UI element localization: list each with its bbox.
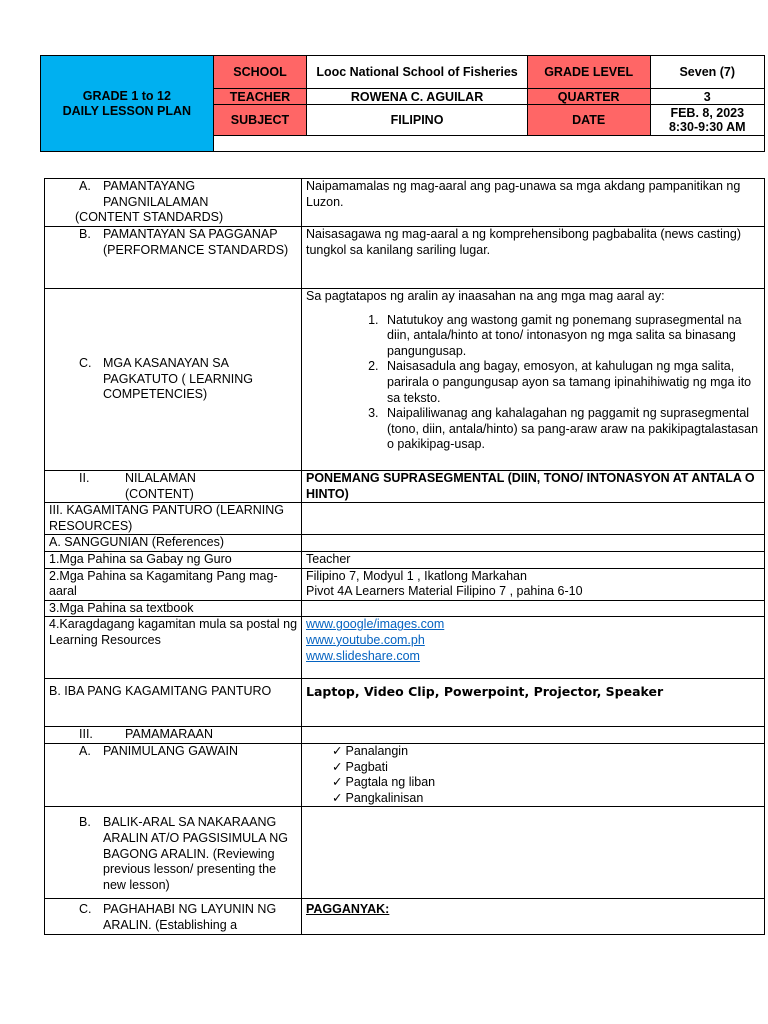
table-row — [45, 471, 765, 503]
letter: A. — [79, 743, 91, 758]
label-text: PAGHAHABI NG LAYUNIN NG ARALIN. (Establishing a — [103, 902, 277, 932]
subject-label: SUBJECT — [213, 105, 307, 136]
list-item: ✓ Panalangin — [332, 744, 761, 760]
additional-materials-value — [302, 617, 765, 679]
letter: C. — [79, 902, 92, 917]
learning-resources-label: III. KAGAMITANG PANTURO (LEARNING RESOURCES) — [45, 503, 302, 535]
plan-title — [41, 56, 214, 152]
learning-resources-value — [302, 503, 765, 535]
material-line: Filipino 7, Modyul 1 , Ikatlong Markahan — [306, 568, 527, 583]
date-line-1: FEB. 8, 2023 — [670, 106, 745, 120]
performance-standards-value: Naisasagawa ng mag-aaral a ng komprehensibong pagbabalita (news casting) tungkol sa kanilang sariling lugar. — [302, 227, 765, 289]
table-row — [45, 289, 765, 471]
textbook-value — [302, 600, 765, 617]
lesson-plan-table — [44, 178, 765, 935]
label-text: PAMANTAYAN SA PAGGANAP (PERFORMANCE STANDARDS) — [103, 227, 289, 257]
grade-level-label: GRADE LEVEL — [527, 56, 650, 89]
table-row — [45, 179, 765, 227]
references-value — [302, 535, 765, 552]
numeral: III. — [79, 727, 93, 742]
table-row — [45, 899, 765, 935]
list-item: ✓ Pagbati — [332, 760, 761, 776]
competencies-intro: Sa pagtatapos ng aralin ay inaasahan na ang mga mag aaral ay: — [306, 289, 665, 303]
school-value: Looc National School of Fisheries — [307, 56, 528, 89]
label-text: PAMAMARAAN — [125, 727, 213, 742]
header-blank-row — [213, 136, 764, 152]
title-line-1: GRADE 1 to 12 — [82, 88, 171, 103]
teacher-label: TEACHER — [213, 89, 307, 105]
content-standards-label — [45, 179, 302, 227]
list-item: 1. Natutukoy ang wastong gamit ng ponemang suprasegmental na diin, antala/hinto at tono/ intonasyon ng mga salita sa binasang pangungusap. — [382, 313, 761, 360]
teacher-guide-value: Teacher — [302, 551, 765, 568]
learner-material-label: 2.Mga Pahina sa Kagamitang Pang mag-aaral — [45, 568, 302, 600]
table-row — [45, 679, 765, 727]
table-row — [45, 227, 765, 289]
competencies-label — [45, 289, 302, 471]
table-row — [45, 807, 765, 899]
review-label — [45, 807, 302, 899]
procedure-value — [302, 727, 765, 744]
table-row — [45, 535, 765, 552]
label-line: PANGNILALAMAN — [103, 194, 209, 209]
title-line-2: DAILY LESSON PLAN — [62, 103, 192, 118]
purpose-value — [302, 899, 765, 935]
other-materials-value: Laptop, Video Clip, Powerpoint, Projector, Speaker — [302, 679, 765, 727]
additional-materials-label: 4.Karagdagang kagamitan mula sa postal ng Learning Resources — [45, 617, 302, 679]
content-standards-value: Naipamamalas ng mag-aaral ang pag-unawa sa mga akdang pampanitikan ng Luzon. — [302, 179, 765, 227]
learner-material-value — [302, 568, 765, 600]
textbook-label: 3.Mga Pahina sa textbook — [45, 600, 302, 617]
google-images-link[interactable]: www.google/images.com — [306, 617, 445, 632]
material-line: Pivot 4A Learners Material Filipino 7 , pahina 6-10 — [306, 584, 583, 599]
label-line: (CONTENT STANDARDS) — [75, 210, 224, 225]
purpose-label — [45, 899, 302, 935]
youtube-link[interactable]: www.youtube.com.ph — [306, 632, 425, 647]
table-row — [45, 727, 765, 744]
table-row — [45, 600, 765, 617]
other-materials-label: B. IBA PANG KAGAMITANG PANTURO — [45, 679, 302, 727]
label-line: (CONTENT) — [125, 486, 194, 501]
list-item: ✓ Pangkalinisan — [332, 791, 761, 807]
subject-value: FILIPINO — [307, 105, 528, 136]
list-item: ✓ Pagtala ng liban — [332, 775, 761, 791]
letter: A. — [79, 179, 91, 193]
label-text: MGA KASANAYAN SA PAGKATUTO ( LEARNING COMPETENCIES) — [103, 356, 254, 402]
table-row — [45, 743, 765, 806]
review-value — [302, 807, 765, 899]
quarter-value: 3 — [650, 89, 764, 105]
performance-standards-label — [45, 227, 302, 289]
table-row — [45, 551, 765, 568]
letter: C. — [79, 356, 92, 371]
table-row — [45, 503, 765, 535]
numeral: II. — [79, 471, 90, 485]
teacher-guide-label: 1.Mga Pahina sa Gabay ng Guro — [45, 551, 302, 568]
list-item: 3. Naipaliliwanag ang kahalagahan ng paggamit ng suprasegmental (tono, diin, antala/hinto) sa pang-araw araw na pakikipagtalastasan o pakikipag-usap. — [382, 406, 761, 453]
time-line: 8:30-9:30 AM — [668, 120, 746, 134]
preliminary-label — [45, 743, 302, 806]
date-value — [650, 105, 764, 136]
competencies-value — [302, 289, 765, 471]
label-line: PAMANTAYANG — [103, 179, 196, 193]
preliminary-value — [302, 743, 765, 806]
procedure-label — [45, 727, 302, 744]
label-line: NILALAMAN — [125, 471, 196, 485]
letter: B. — [79, 815, 91, 830]
label-text: BALIK-ARAL SA NAKARAANG ARALIN AT/O PAGSISIMULA NG BAGONG ARALIN. (Reviewing previous lesson/ presenting the new lesson) — [103, 815, 289, 892]
date-label: DATE — [527, 105, 650, 136]
teacher-value: ROWENA C. AGUILAR — [307, 89, 528, 105]
list-item: 2. Naisasadula ang bagay, emosyon, at kahulugan ng mga salita, parirala o pangungusap ayon sa tamang ipinahihiwatig ng mga ito sa teksto. — [382, 359, 761, 406]
competencies-list — [306, 313, 761, 453]
slideshare-link[interactable]: www.slideshare.com — [306, 648, 420, 663]
label-text: PANIMULANG GAWAIN — [103, 743, 238, 758]
motivation-heading: PAGGANYAK: — [306, 902, 390, 917]
content-value: PONEMANG SUPRASEGMENTAL (DIIN, TONO/ INTONASYON AT ANTALA O HINTO) — [302, 471, 765, 503]
content-label — [45, 471, 302, 503]
quarter-label: QUARTER — [527, 89, 650, 105]
preliminary-checklist — [306, 744, 761, 806]
table-row — [45, 568, 765, 600]
grade-level-value: Seven (7) — [650, 56, 764, 89]
table-row — [45, 617, 765, 679]
header-table — [40, 55, 765, 152]
school-label: SCHOOL — [213, 56, 307, 89]
references-label: A. SANGGUNIAN (References) — [45, 535, 302, 552]
letter: B. — [79, 227, 91, 241]
